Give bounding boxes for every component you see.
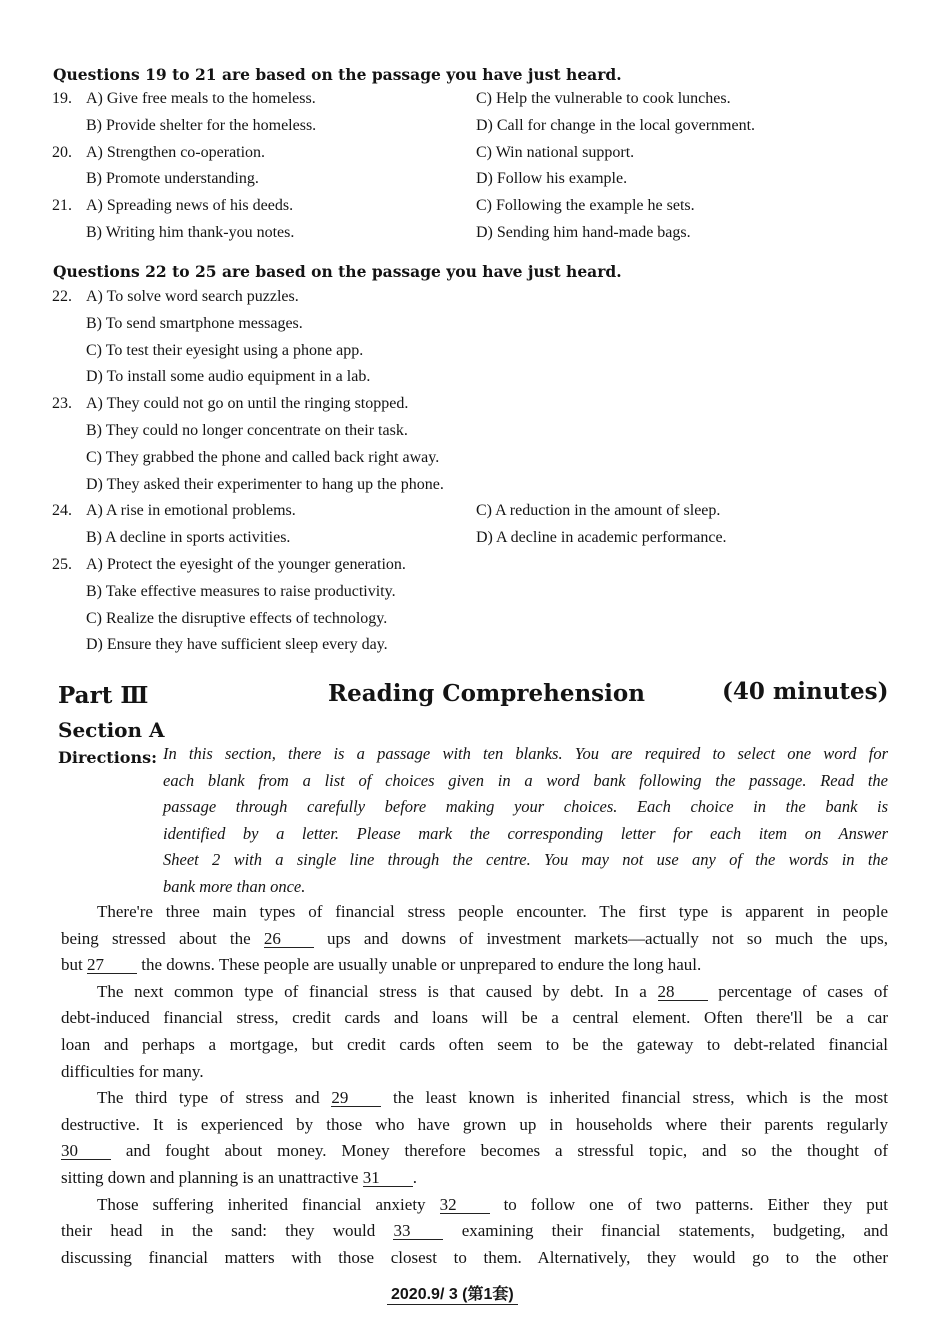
- directions-label: Directions:: [58, 748, 157, 767]
- passage-text: .: [412, 1168, 417, 1187]
- answer-option: A) Give free meals to the homeless.: [86, 90, 316, 107]
- directions-line: In this section, there is a passage with ten blanks. You are required to select one word for: [163, 744, 888, 763]
- answer-option: A) Protect the eyesight of the younger generation.: [86, 556, 406, 573]
- passage-text: Those suffering inherited financial anxiety: [97, 1194, 440, 1214]
- passage-text: discussing financial matters with those closest to them. Alternatively, they would go to the other: [61, 1247, 888, 1267]
- answer-option: B) Promote understanding.: [86, 170, 259, 188]
- passage-text: The next common type of financial stress is that caused by debt. In a: [97, 981, 658, 1001]
- question-row: [0, 368, 950, 390]
- directions-line: passage through carefully before making your choices. Each choice in the bank is: [163, 797, 888, 816]
- blank-31: 31: [363, 1169, 413, 1187]
- question-row: [0, 610, 950, 632]
- part-title: Reading Comprehension: [328, 680, 645, 707]
- passage-text: There're three main types of financial stress people encounter. The first type is apparent in people: [97, 902, 888, 921]
- question-row: [0, 197, 950, 219]
- passage-text: destructive. It is experienced by those who have grown up in households where their parents regularly: [61, 1114, 888, 1134]
- directions-line: identified by a letter. Please mark the corresponding letter for each item on Answer: [163, 823, 888, 843]
- passage-text: sitting down and planning is an unattractive: [61, 1168, 363, 1187]
- question-number: 23.: [52, 395, 72, 413]
- question-row: [0, 449, 950, 471]
- section-title: Section A: [58, 718, 165, 742]
- blank-32: 32: [440, 1196, 490, 1214]
- blank-29: 29: [331, 1089, 381, 1107]
- passage-text: the downs. These people are usually unable or unprepared to endure the long haul.: [136, 955, 702, 975]
- answer-option: A) They could not go on until the ringing stopped.: [86, 395, 409, 413]
- answer-option: C) Following the example he sets.: [476, 197, 695, 215]
- blank-28: 28: [658, 983, 708, 1001]
- passage-line: [97, 1088, 888, 1108]
- passage-line: [61, 1141, 888, 1161]
- directions-line: each blank from a list of choices given in a word bank following the passage. Read the: [163, 770, 888, 790]
- passage-line: [61, 1115, 888, 1135]
- answer-option: A) Spreading news of his deeds.: [86, 197, 294, 215]
- answer-option: D) A decline in academic performance.: [476, 529, 727, 547]
- part-time: (40 minutes): [722, 678, 889, 705]
- question-row: [0, 117, 950, 139]
- question-row: [0, 288, 950, 310]
- passage-text: percentage of cases of: [707, 981, 889, 1001]
- question-number: 20.: [52, 143, 72, 161]
- blank-33: 33: [393, 1222, 443, 1240]
- question-number: 25.: [52, 556, 72, 573]
- blank-30: 30: [61, 1142, 111, 1160]
- question-number: 19.: [52, 90, 72, 107]
- blank-26: 26: [264, 930, 314, 948]
- question-row: [0, 342, 950, 364]
- answer-option: C) To test their eyesight using a phone app.: [86, 341, 364, 359]
- answer-option: B) To send smartphone messages.: [86, 314, 303, 332]
- passage-text: their head in the sand: they would: [61, 1221, 394, 1241]
- part-label: Part Ⅲ: [58, 682, 149, 709]
- directions-line: Sheet 2 with a single line through the centre. You may not use any of the words in the: [163, 850, 888, 869]
- question-row: [0, 422, 950, 444]
- passage-line: [61, 1062, 888, 1082]
- passage-line: [61, 955, 888, 975]
- answer-option: B) Take effective measures to raise productivity.: [86, 582, 396, 600]
- directions-line: bank more than once.: [163, 876, 306, 896]
- question-row: [0, 583, 950, 605]
- question-row: [0, 556, 950, 578]
- question-row: [0, 476, 950, 498]
- passage-line: [61, 1221, 888, 1241]
- passage-text: the least known is inherited financial stress, which is the most: [381, 1088, 888, 1108]
- passage-text: being stressed about the: [61, 928, 264, 948]
- passage-text: examining their financial statements, budgeting, and: [443, 1221, 888, 1241]
- answer-option: A) To solve word search puzzles.: [86, 288, 299, 305]
- passage-text: loan and perhaps a mortgage, but credit cards often seem to be the gateway to debt-related financial: [61, 1035, 888, 1054]
- passage-line: [61, 1248, 888, 1268]
- question-row: [0, 224, 950, 246]
- passage-line: [97, 1195, 888, 1215]
- question-row: [0, 395, 950, 417]
- answer-option: C) Realize the disruptive effects of technology.: [86, 609, 388, 627]
- passage-text: but: [61, 955, 87, 975]
- question-group-heading: Questions 19 to 21 are based on the passage you have just heard.: [53, 65, 622, 84]
- answer-option: D) They asked their experimenter to hang up the phone.: [86, 475, 444, 493]
- answer-option: D) Ensure they have sufficient sleep every day.: [86, 636, 388, 654]
- passage-text: and fought about money. Money therefore becomes a stressful topic, and so the thought of: [111, 1141, 888, 1161]
- answer-option: D) Sending him hand-made bags.: [476, 224, 691, 241]
- question-group-heading: Questions 22 to 25 are based on the passage you have just heard.: [53, 262, 622, 281]
- passage-text: to follow one of two patterns. Either they put: [489, 1194, 888, 1214]
- page-footer: 2020.9/ 3 (第1套): [387, 1281, 518, 1305]
- answer-option: C) Win national support.: [476, 143, 635, 161]
- passage-text: ups and downs of investment markets—actually not so much the ups,: [313, 928, 888, 948]
- question-row: [0, 315, 950, 337]
- question-number: 22.: [52, 288, 72, 305]
- passage-line: [97, 982, 888, 1002]
- answer-option: A) Strengthen co-operation.: [86, 143, 266, 161]
- passage-line: [61, 1008, 888, 1028]
- question-number: 24.: [52, 502, 72, 520]
- answer-option: B) Provide shelter for the homeless.: [86, 116, 317, 134]
- passage-text: debt-induced financial stress, credit cards and loans will be a central element. Often there'll be a car: [61, 1008, 888, 1028]
- answer-option: B) A decline in sports activities.: [86, 529, 291, 547]
- answer-option: A) A rise in emotional problems.: [86, 502, 296, 520]
- answer-option: B) Writing him thank-you notes.: [86, 224, 295, 241]
- answer-option: C) They grabbed the phone and called back right away.: [86, 448, 440, 466]
- blank-27: 27: [87, 956, 137, 974]
- question-row: [0, 90, 950, 112]
- answer-option: C) A reduction in the amount of sleep.: [476, 502, 721, 520]
- answer-option: D) To install some audio equipment in a lab.: [86, 368, 371, 386]
- passage-line: [61, 1168, 888, 1188]
- question-row: [0, 636, 950, 658]
- passage-text: The third type of stress and: [97, 1088, 332, 1108]
- answer-option: C) Help the vulnerable to cook lunches.: [476, 90, 731, 107]
- passage-line: [97, 902, 888, 922]
- answer-option: B) They could no longer concentrate on their task.: [86, 422, 408, 439]
- answer-option: D) Follow his example.: [476, 170, 628, 188]
- question-row: [0, 170, 950, 192]
- question-row: [0, 144, 950, 166]
- passage-text: difficulties for many.: [61, 1061, 204, 1081]
- question-row: [0, 502, 950, 524]
- answer-option: D) Call for change in the local government.: [476, 116, 756, 134]
- question-row: [0, 529, 950, 551]
- passage-line: [61, 929, 888, 949]
- question-number: 21.: [52, 197, 72, 215]
- passage-line: [61, 1035, 888, 1055]
